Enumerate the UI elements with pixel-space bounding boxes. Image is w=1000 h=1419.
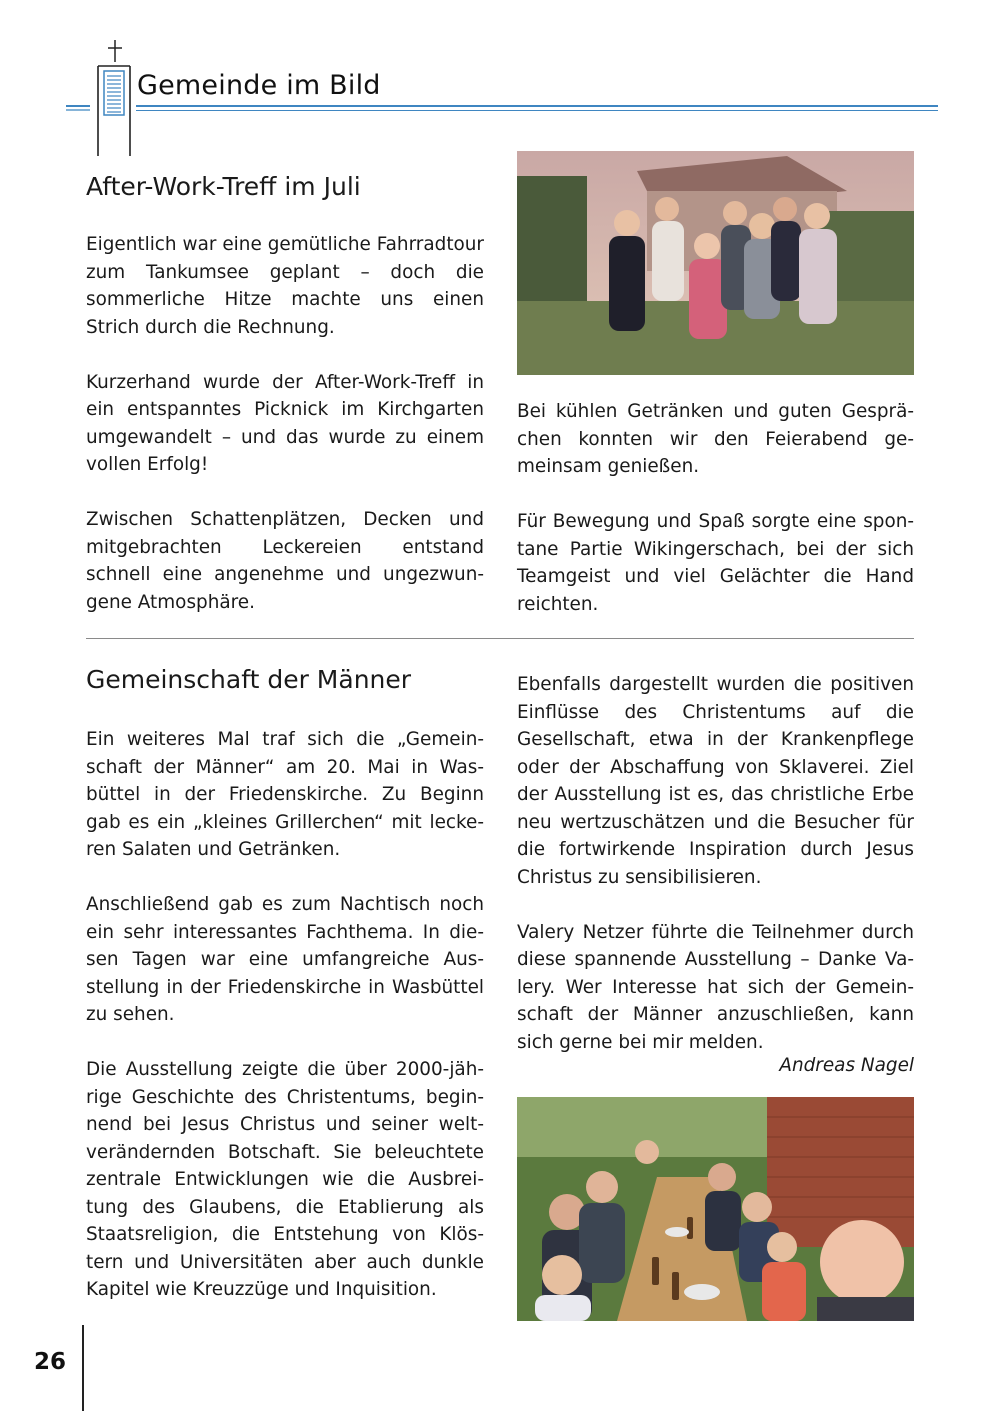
paragraph: Ebenfalls dargestellt wurden die positiven Einflüsse des Christentums auf die Gesellschaft, etwa in der Krankenpflege oder der Abschaffung von Sklaverei. Ziel der Ausstellung ist es, das christliche Erbe neu wertzuschätzen und die Besucher für die fortwirkende Inspiration durch Jesus Christus zu sensibilisieren. [517,674,914,888]
article-title-after-work: After-Work-Treff im Juli [86,172,361,201]
paragraph: Bei kühlen Getränken und guten Gesprächen konnten wir den Feierabend gemeinsam genießen. [517,401,914,477]
article2-left-column [86,726,484,1304]
author-signature: Andreas Nagel [779,1055,914,1076]
photo-after-work-group [517,151,914,375]
page-number-bar [82,1325,84,1411]
paragraph: Ein weiteres Mal traf sich die „Gemeinschaft der Männer“ am 20. Mai in Wasbüttel in der Friedenskirche. Zu Beginn gab es ein „kleines Grillerchen“ mit leckeren Salaten und Getränken. [86,729,484,860]
article1-left-column [86,231,484,616]
header-rule [136,105,938,107]
article1-right-column [517,398,914,618]
paragraph: Zwischen Schattenplätzen, Decken und mitgebrachten Leckereien entstand schnell eine angenehme und ungezwungene Atmosphäre. [86,509,484,613]
article-title-maenner: Gemeinschaft der Männer [86,665,412,694]
paragraph: Valery Netzer führte die Teilnehmer durch diese spannende Ausstellung – Danke Valery. Wer Interesse hat sich der Gemeinschaft der Männer anzuschließen, kann sich gerne bei mir melden. [517,921,914,1053]
paragraph: Eigentlich war eine gemütliche Fahrradtour zum Tankumsee geplant – doch die sommerliche Hitze machte uns einen Strich durch die Rechnung. [86,234,484,338]
article2-right-column [517,671,914,1056]
church-tower-logo-icon [66,40,136,158]
section-title: Gemeinde im Bild [137,70,381,101]
paragraph: Für Bewegung und Spaß sorgte eine spontane Partie Wikingerschach, bei der sich Teamgeist und viel Gelächter die Hand reichten. [517,511,914,615]
page-number: 26 [34,1349,67,1375]
header-rule-thin [136,110,938,111]
photo-maenner-gruppe [517,1097,914,1321]
paragraph: Anschließend gab es zum Nachtisch noch ein sehr interessantes Fachthema. In diesen Tagen war eine umfangreiche Ausstellung in der Friedenskirche in Wasbüttel zu sehen. [86,894,484,1025]
article-divider [86,638,914,639]
paragraph: Kurzerhand wurde der After-Work-Treff in ein entspanntes Picknick im Kirchgarten umgewandelt – und das wurde zu einem vollen Erfolg! [86,371,484,475]
paragraph: Die Ausstellung zeigte die über 2000-jährige Geschichte des Christentums, beginnend bei Jesus Christus und seiner weltverändernden Botschaft. Sie beleuchtete zentrale Entwicklungen wie die Ausbreitung des Glaubens, die Etablierung als Staatsreligion, die Entstehung von Klöstern und Universitäten aber auch dunkle Kapitel wie Kreuzzüge und Inquisition. [86,1059,484,1300]
